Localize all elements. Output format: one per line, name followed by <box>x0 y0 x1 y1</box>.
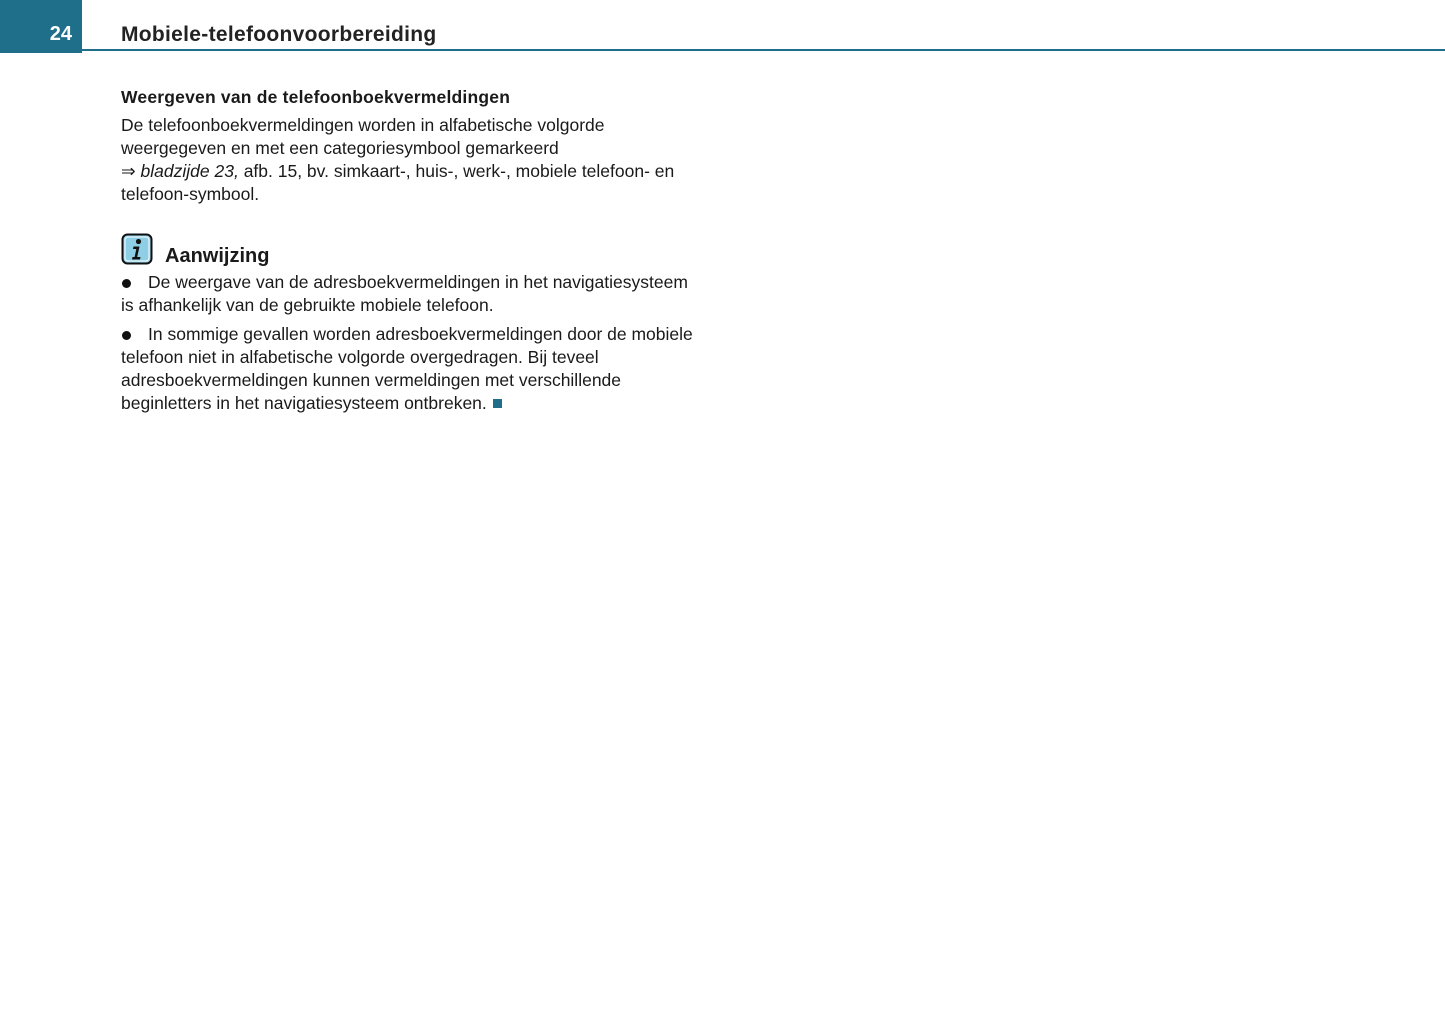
note-title: Aanwijzing <box>165 245 270 267</box>
list-item <box>121 271 701 317</box>
page-number <box>0 0 82 53</box>
list-item-text: In sommige gevallen worden adresboekvermeldingen door de mobiele telefoon niet in alfabetische volgorde overgedragen. Bij teveel adresboekvermeldingen kunnen vermeldingen met verschillende beginletters in het navigatiesysteem ontbreken. <box>121 324 693 413</box>
list-item-text: De weergave van de adresboekvermeldingen in het navigatiesysteem is afhankelijk van de gebruikte mobiele telefoon. <box>121 272 688 315</box>
section-end-icon <box>493 399 502 408</box>
bullet-icon <box>122 279 131 288</box>
section-paragraph <box>121 114 701 206</box>
paragraph-text: De telefoonboekvermeldingen worden in alfabetische volgorde weergegeven en met een categoriesymbool gemarkeerd <box>121 115 605 158</box>
page-reference-link[interactable]: bladzijde 23, <box>140 161 239 181</box>
bullet-icon <box>122 331 131 340</box>
header-rule <box>82 49 1445 51</box>
note-heading <box>121 229 701 265</box>
reference-arrow: ⇒ <box>121 161 136 181</box>
paragraph-text-continued: afb. 15, bv. simkaart-, huis-, werk-, mobiele telefoon- en telefoon-symbool. <box>121 161 675 204</box>
page-content <box>121 86 701 421</box>
list-item <box>121 323 701 415</box>
chapter-title: Mobiele-telefoonvoorbereiding <box>121 23 437 46</box>
note-list <box>121 271 701 415</box>
page-number-text: 24 <box>49 23 72 45</box>
info-icon <box>121 233 153 265</box>
section-heading: Weergeven van de telefoonboekvermeldingen <box>121 87 511 107</box>
